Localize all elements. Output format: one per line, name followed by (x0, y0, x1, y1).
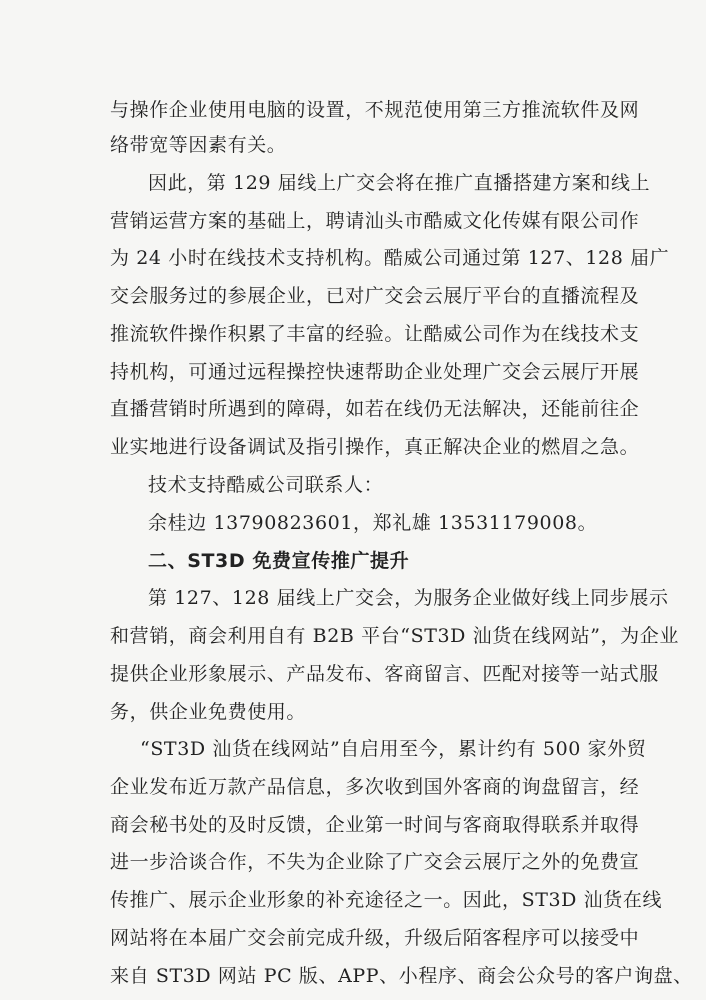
text-line: 传推广、展示企业形象的补充途径之一。因此，ST3D 汕货在线 (110, 889, 663, 911)
text-line: 持机构，可通过远程操控快速帮助企业处理广交会云展厅开展 (110, 361, 640, 383)
text-line: 和营销，商会利用自有 B2B 平台“ST3D 汕货在线网站”，为企业 (110, 625, 679, 647)
text-line: 商会秘书处的及时反馈，企业第一时间与客商取得联系并取得 (110, 814, 640, 836)
text-line: 络带宽等因素有关。 (110, 134, 287, 156)
text-line: 余桂边 13790823601，郑礼雄 13531179008。 (148, 512, 598, 534)
text-line: 业实地进行设备调试及指引操作，真正解决企业的燃眉之急。 (110, 436, 640, 458)
text-line: 推流软件操作积累了丰富的经验。让酷威公司作为在线技术支 (110, 323, 640, 345)
text-line: 网站将在本届广交会前完成升级，升级后陌客程序可以接受中 (110, 927, 640, 949)
text-line: 与操作企业使用电脑的设置，不规范使用第三方推流软件及网 (110, 99, 640, 121)
text-line: 第 127、128 届线上广交会，为服务企业做好线上同步展示 (148, 587, 669, 609)
text-line: 来自 ST3D 网站 PC 版、APP、小程序、商会公众号的客户询盘、 (110, 965, 693, 987)
text-line: 营销运营方案的基础上，聘请汕头市酷威文化传媒有限公司作 (110, 210, 640, 232)
text-line: 直播营销时所遇到的障碍，如若在线仍无法解决，还能前往企 (110, 398, 640, 420)
section-heading: 二、ST3D 免费宣传推广提升 (148, 550, 410, 572)
text-line: 企业发布近万款产品信息，多次收到国外客商的询盘留言，经 (110, 776, 640, 798)
text-line: 进一步洽谈合作，不失为企业除了广交会云展厅之外的免费宣 (110, 851, 640, 873)
text-line: 交会服务过的参展企业，已对广交会云展厅平台的直播流程及 (110, 285, 640, 307)
text-line: 为 24 小时在线技术支持机构。酷威公司通过第 127、128 届广 (110, 247, 670, 269)
text-line: 技术支持酷威公司联系人： (148, 474, 384, 496)
text-line: 务，供企业免费使用。 (110, 701, 307, 723)
text-line: “ST3D 汕货在线网站”自启用至今，累计约有 500 家外贸 (140, 738, 647, 760)
text-line: 提供企业形象展示、产品发布、客商留言、匹配对接等一站式服 (110, 663, 659, 685)
text-line: 因此，第 129 届线上广交会将在推广直播搭建方案和线上 (148, 172, 651, 194)
